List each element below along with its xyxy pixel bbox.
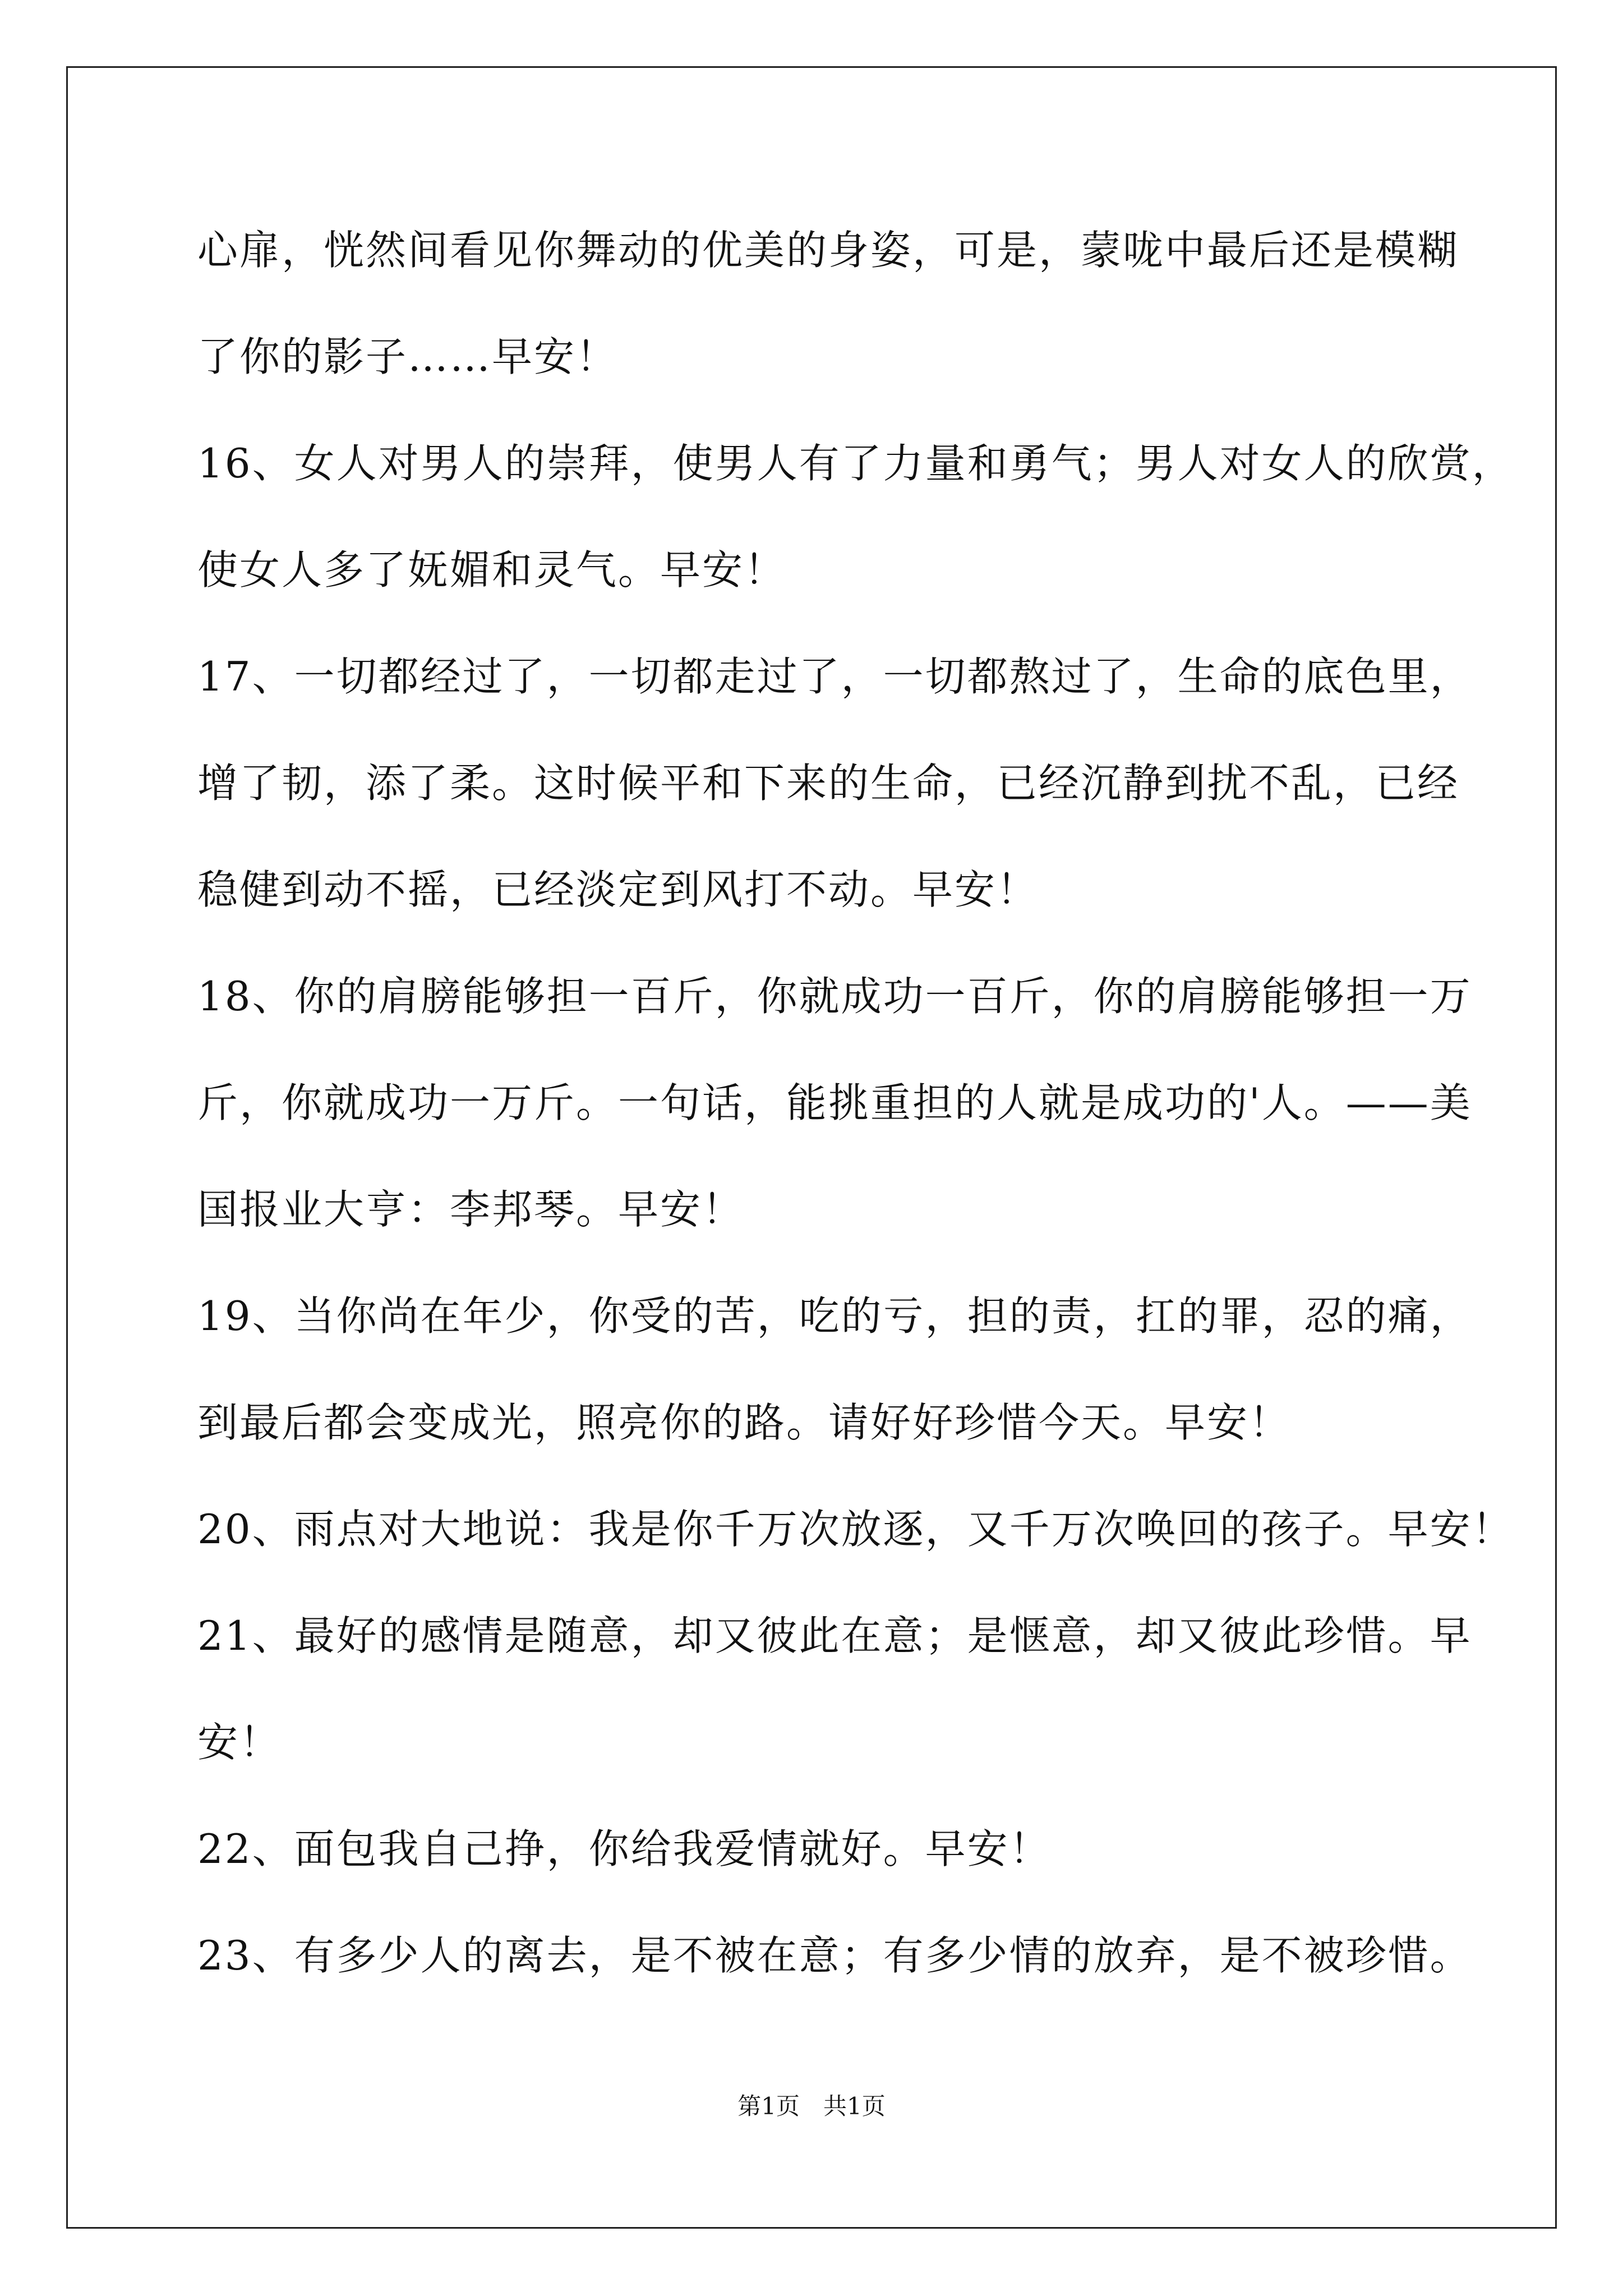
- text-line: 20、雨点对大地说：我是你千万次放逐，又千万次唤回的孩子。早安！: [197, 1506, 1514, 1553]
- text-line: 16、女人对男人的崇拜，使男人有了力量和勇气；男人对女人的欣赏，: [197, 440, 1514, 487]
- text-line: 21、最好的感情是随意，却又彼此在意；是惬意，却又彼此珍惜。早: [197, 1612, 1472, 1659]
- text-line: 19、当你尚在年少，你受的苦，吃的亏，担的责，扛的罪，忍的痛，: [197, 1292, 1472, 1340]
- text-line: 斤，你就成功一万斤。一句话，能挑重担的人就是成功的'人。——美: [197, 1079, 1472, 1126]
- document-body: [197, 215, 1514, 2027]
- text-line: 稳健到动不摇，已经淡定到风打不动。早安！: [197, 866, 1039, 913]
- text-line: 到最后都会变成光，照亮你的路。请好好珍惜今天。早安！: [197, 1399, 1292, 1446]
- text-line: 17、一切都经过了，一切都走过了，一切都熬过了，生命的底色里，: [197, 653, 1472, 700]
- page-number-footer: 第1页 共1页: [737, 2092, 886, 2120]
- text-line: 增了韧，添了柔。这时候平和下来的生命，已经沉静到扰不乱，已经: [197, 760, 1460, 807]
- text-line: 22、面包我自己挣，你给我爱情就好。早安！: [197, 1825, 1052, 1872]
- text-line: 了你的影子……早安！: [197, 333, 619, 380]
- text-line: 23、有多少人的离去，是不被在意；有多少情的放弃，是不被珍惜。: [197, 1932, 1472, 1979]
- text-line: 使女人多了妩媚和灵气。早安！: [197, 546, 787, 593]
- text-line: 18、你的肩膀能够担一百斤，你就成功一百斤，你的肩膀能够担一万: [197, 973, 1472, 1020]
- text-line: 心扉，恍然间看见你舞动的优美的身姿，可是，蒙咙中最后还是模糊: [197, 227, 1460, 274]
- text-line: 安！: [197, 1719, 282, 1766]
- text-line: 国报业大亨：李邦琴。早安！: [197, 1186, 745, 1233]
